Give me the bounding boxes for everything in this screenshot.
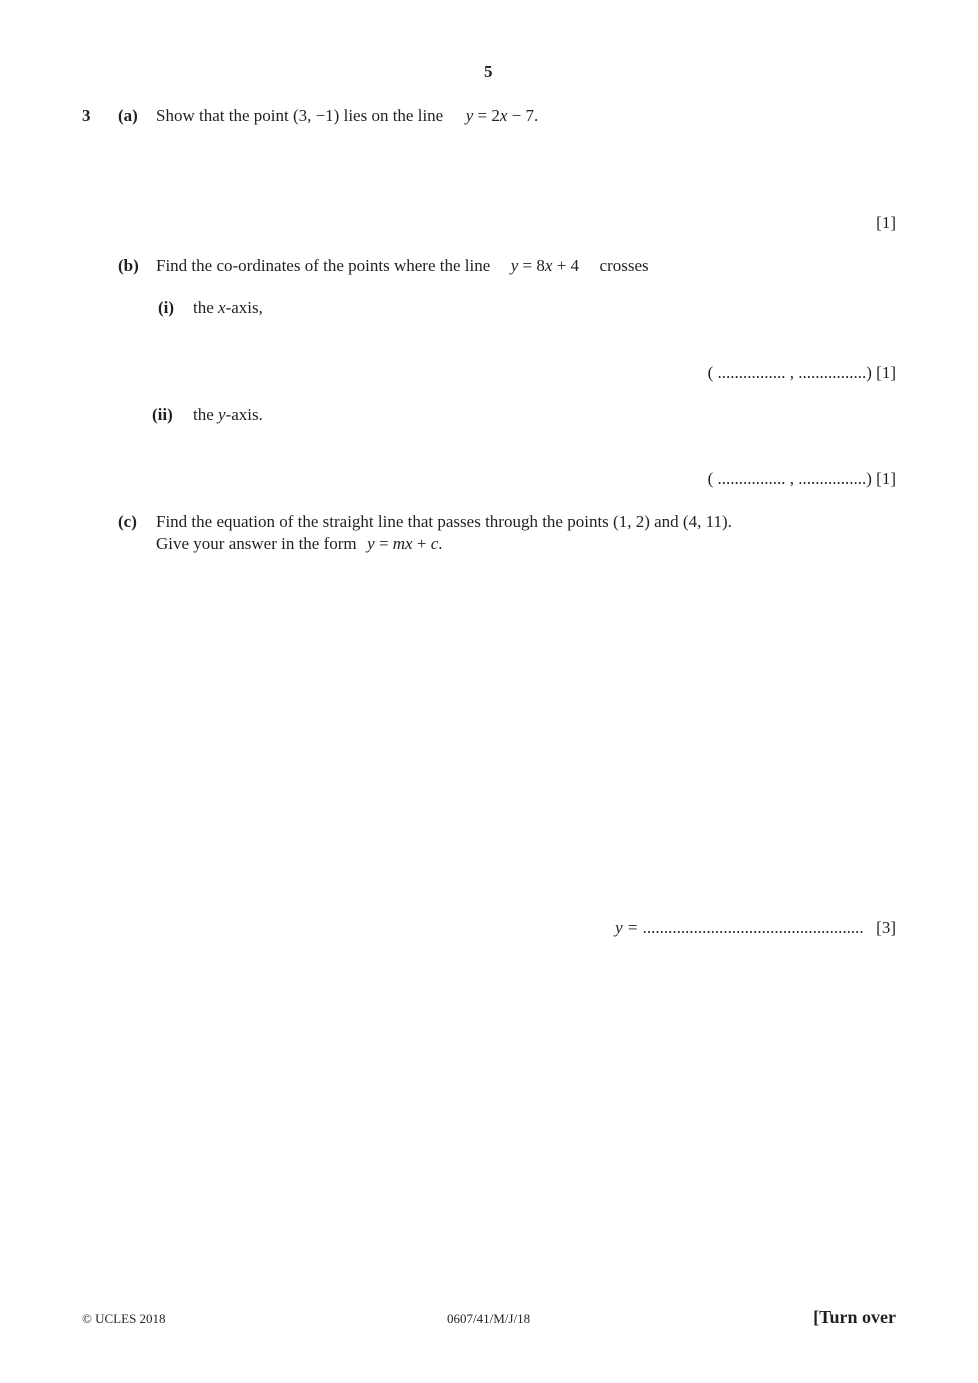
sub-i-text-post: -axis, [225,298,263,317]
sub-ii-label: (ii) [152,405,173,424]
form-end: . [438,534,443,553]
part-a-label: (a) [118,106,138,125]
part-c-line2 [156,534,443,554]
sub-ii-answer-field[interactable]: ( ................ , ................) [707,469,872,488]
part-a-text [156,106,538,126]
part-c-answer-prefix: y = [615,918,643,937]
eq-equals: = [518,256,537,275]
eq-x: x [544,256,553,275]
sub-ii-text-post: -axis. [225,405,263,424]
sub-i-text-pre: the [193,298,219,317]
eq-equals: = [473,106,492,125]
part-a-marks: [1] [876,213,896,232]
eq-coef: 8 [536,256,545,275]
sub-i-answer-line [708,363,896,383]
part-c-marks: [3] [876,918,896,937]
sub-ii-answer-line [708,469,896,489]
part-c-label: (c) [118,512,137,531]
part-c-form [367,534,442,553]
sub-i-label: (i) [158,298,175,317]
eq-rest: + 4 [552,256,580,275]
eq-rest: − 7. [507,106,539,125]
sub-ii-text-pre: the [193,405,219,424]
eq-y: y [510,256,519,275]
page-number: 5 [484,62,493,81]
part-a-question-text: Show that the point (3, −1) lies on the line [156,106,444,125]
eq-y: y [465,106,474,125]
part-b-question-text: Find the co-ordinates of the points where the line [156,256,491,275]
sub-ii-axis-var: y [218,405,226,424]
part-a-equation [466,106,539,125]
footer-copyright: © UCLES 2018 [82,1311,166,1326]
eq-coef: 2 [491,106,500,125]
form-c: c [430,534,439,553]
part-c-line2-text: Give your answer in the form [156,534,357,553]
part-b-text [156,256,649,276]
part-b-text-after: crosses [599,256,649,275]
footer-code: 0607/41/M/J/18 [447,1311,531,1326]
sub-ii-marks: [1] [876,469,896,488]
question-number: 3 [82,106,91,125]
sub-i-axis-var: x [218,298,226,317]
footer-turn-over: [Turn over [813,1307,896,1327]
part-b-label: (b) [118,256,139,275]
eq-x: x [499,106,508,125]
sub-i-marks: [1] [876,363,896,382]
form-plus: + [412,534,431,553]
sub-ii-text [193,405,263,425]
sub-i-text [193,298,263,318]
form-y: y [367,534,375,553]
part-c-answer-field[interactable]: .................................................... [642,918,864,937]
sub-i-answer-field[interactable]: ( ................ , ................) [707,363,872,382]
part-b-equation [511,256,584,275]
part-c-answer-line [615,918,896,938]
form-equals: = [374,534,393,553]
part-c-line1: Find the equation of the straight line that passes through the points (1, 2) and (4, 11). [156,512,732,531]
form-mx: mx [392,534,413,553]
